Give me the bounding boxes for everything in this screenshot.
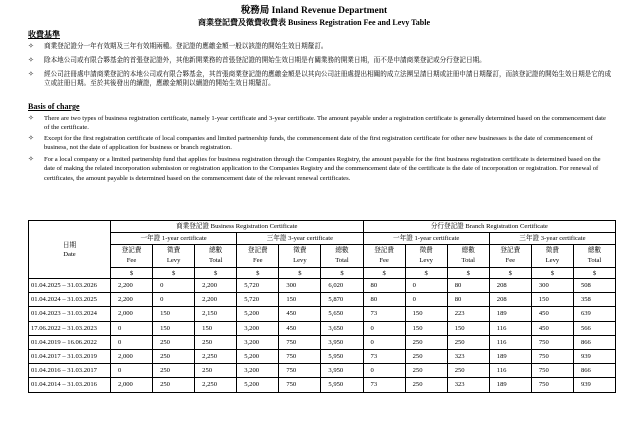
amount-cell: 0 [363,335,405,349]
amount-cell: 5,720 [237,279,279,293]
english-item-1: ✧ There are two types of business registration certificate, namely 1-year certificate and 3-year certificate. The amount payable under a registration certificate is generally determined based on the commencement date of the certificate. [28,114,606,132]
amount-cell: 73 [363,378,405,392]
amount-cell: 750 [279,364,321,378]
amount-cell: 223 [447,307,489,321]
amount-cell: 939 [573,349,615,363]
amount-cell: 566 [573,321,615,335]
date-range-cell: 01.04.2016 – 31.03.2017 [29,364,111,378]
amount-cell: 5,870 [321,293,363,307]
amount-cell: 639 [573,307,615,321]
currency-label: $ [195,268,237,279]
amount-cell: 300 [279,279,321,293]
amount-cell: 150 [405,307,447,321]
amount-cell: 0 [363,321,405,335]
amount-cell: 250 [405,364,447,378]
amount-cell: 866 [573,335,615,349]
amount-cell: 189 [489,378,531,392]
fee-column-header: 登記費 Fee [363,245,405,268]
amount-cell: 250 [153,335,195,349]
bullet-icon: ✧ [28,56,34,64]
total-column-header: 總數 Total [447,245,489,268]
table-row [29,321,616,335]
amount-cell: 3,950 [321,364,363,378]
amount-cell: 3,650 [321,321,363,335]
chinese-item-2: ✧ 除本地公司或有限合夥基金的首張登記證外，其他新開業務的首張登記證的開始生效日期是有關業務的開業日期，而不是申請商業登記或分行登記日期。 [28,56,486,64]
currency-label: $ [573,268,615,279]
amount-cell: 750 [531,335,573,349]
amount-cell: 3,200 [237,364,279,378]
currency-label: $ [447,268,489,279]
amount-cell: 250 [405,335,447,349]
amount-cell: 150 [153,307,195,321]
amount-cell: 80 [447,279,489,293]
amount-cell: 150 [405,321,447,335]
amount-cell: 5,950 [321,349,363,363]
bullet-icon: ✧ [28,70,34,78]
amount-cell: 80 [447,293,489,307]
br-3-year-header: 三年證 3-year certificate [237,233,363,245]
date-column-header: 日期 Date [29,221,111,279]
date-range-cell: 01.04.2017 – 31.03.2019 [29,349,111,363]
currency-label: $ [111,268,153,279]
amount-cell: 3,200 [237,321,279,335]
amount-cell: 2,250 [195,349,237,363]
br-1-year-header: 一年證 1-year certificate [111,233,237,245]
amount-cell: 208 [489,279,531,293]
amount-cell: 750 [531,364,573,378]
amount-cell: 0 [153,279,195,293]
amount-cell: 2,200 [111,293,153,307]
amount-cell: 250 [195,335,237,349]
amount-cell: 5,720 [237,293,279,307]
table-row [29,349,616,363]
table-row [29,307,616,321]
amount-cell: 73 [363,307,405,321]
chinese-item-3: ✧ 經公司註冊處申請商業登記的本地公司或有限合夥基金，其首張商業登記證的應繳金額是以其向公司註冊處提出相關的成立法團呈請日期或註冊申請日期釐訂，而該登記證的開始生效日期是它的成立或註冊日期。至於其後發出的續證，應繳金額則以續證的開始生效日期釐訂。 [28,70,612,88]
amount-cell: 5,200 [237,307,279,321]
chinese-item-1: ✧ 商業登記證分一年有效期及三年有效期兩種。登記證的應繳金額一般以該證的開始生效日期釐訂。 [28,42,328,50]
amount-cell: 208 [489,293,531,307]
amount-cell: 358 [573,293,615,307]
amount-cell: 323 [447,378,489,392]
total-column-header: 總數 Total [195,245,237,268]
page-subtitle: 商業登記費及徵費收費表 Business Registration Fee and Levy Table [197,18,430,27]
currency-label: $ [321,268,363,279]
amount-cell: 189 [489,349,531,363]
english-section-heading: Basis of charge [28,102,80,111]
amount-cell: 150 [531,293,573,307]
table-row [29,293,616,307]
amount-cell: 250 [195,364,237,378]
amount-cell: 150 [195,321,237,335]
amount-cell: 750 [279,335,321,349]
amount-cell: 2,200 [111,279,153,293]
fee-table [28,220,616,393]
amount-cell: 2,200 [195,293,237,307]
amount-cell: 80 [363,293,405,307]
amount-cell: 250 [153,349,195,363]
amount-cell: 2,250 [195,378,237,392]
amount-cell: 150 [447,321,489,335]
amount-cell: 116 [489,335,531,349]
fee-column-header: 登記費 Fee [237,245,279,268]
amount-cell: 150 [153,321,195,335]
currency-label: $ [489,268,531,279]
amount-cell: 6,020 [321,279,363,293]
amount-cell: 750 [531,349,573,363]
amount-cell: 508 [573,279,615,293]
amount-cell: 2,000 [111,307,153,321]
amount-cell: 116 [489,321,531,335]
amount-cell: 250 [405,349,447,363]
amount-cell: 250 [447,335,489,349]
date-range-cell: 01.04.2024 – 31.03.2025 [29,293,111,307]
branch-certificate-header: 分行登記證 Branch Registration Certificate [363,221,616,233]
amount-cell: 750 [279,378,321,392]
currency-label: $ [405,268,447,279]
date-range-cell: 01.04.2025 – 31.03.2026 [29,279,111,293]
date-range-cell: 01.04.2014 – 31.03.2016 [29,378,111,392]
currency-label: $ [237,268,279,279]
branch-3-year-header: 三年證 3-year certificate [489,233,615,245]
table-row [29,279,616,293]
levy-column-header: 徵費 Levy [153,245,195,268]
amount-cell: 2,150 [195,307,237,321]
amount-cell: 2,000 [111,349,153,363]
amount-cell: 116 [489,364,531,378]
amount-cell: 189 [489,307,531,321]
levy-column-header: 徵費 Levy [531,245,573,268]
amount-cell: 150 [279,293,321,307]
english-item-3: ✧ For a local company or a limited partnership fund that applies for business registration through the Companies Registry, the amount payable for the first business registration certificate is determined based on the date of making the related incorporation submission or registration application to the Companies Registry and the commencement date of the certificate is the date of incorporation or registration. For renewal of certificates, the amount payable is determined based on the commencement date of the relevant renewal certificates. [28,155,601,182]
amount-cell: 450 [279,321,321,335]
total-column-header: 總數 Total [321,245,363,268]
amount-cell: 80 [363,279,405,293]
amount-cell: 250 [153,364,195,378]
amount-cell: 0 [111,335,153,349]
amount-cell: 750 [531,378,573,392]
page-title: 稅務局 Inland Revenue Department [240,6,388,16]
amount-cell: 0 [111,321,153,335]
amount-cell: 866 [573,364,615,378]
amount-cell: 250 [405,378,447,392]
date-range-cell: 01.04.2019 – 16.06.2022 [29,335,111,349]
levy-column-header: 徵費 Levy [405,245,447,268]
amount-cell: 0 [153,293,195,307]
amount-cell: 3,200 [237,335,279,349]
amount-cell: 250 [447,364,489,378]
amount-cell: 5,200 [237,349,279,363]
date-range-cell: 01.04.2023 – 31.03.2024 [29,307,111,321]
bullet-icon: ✧ [28,134,34,142]
bullet-icon: ✧ [28,155,34,163]
total-column-header: 總數 Total [573,245,615,268]
table-row [29,335,616,349]
currency-label: $ [153,268,195,279]
currency-label: $ [363,268,405,279]
amount-cell: 0 [405,293,447,307]
amount-cell: 5,650 [321,307,363,321]
amount-cell: 73 [363,349,405,363]
amount-cell: 3,950 [321,335,363,349]
amount-cell: 450 [531,307,573,321]
amount-cell: 0 [111,364,153,378]
currency-label: $ [279,268,321,279]
bullet-icon: ✧ [28,114,34,122]
amount-cell: 323 [447,349,489,363]
fee-column-header: 登記費 Fee [489,245,531,268]
bullet-icon: ✧ [28,42,34,50]
chinese-section-heading: 收費基準 [28,30,60,39]
amount-cell: 939 [573,378,615,392]
currency-label: $ [531,268,573,279]
amount-cell: 0 [405,279,447,293]
amount-cell: 2,000 [111,378,153,392]
branch-1-year-header: 一年證 1-year certificate [363,233,489,245]
br-certificate-header: 商業登記證 Business Registration Certificate [111,221,364,233]
amount-cell: 450 [531,321,573,335]
table-row [29,364,616,378]
amount-cell: 5,950 [321,378,363,392]
amount-cell: 5,200 [237,378,279,392]
table-row [29,378,616,392]
amount-cell: 450 [279,307,321,321]
amount-cell: 300 [531,279,573,293]
amount-cell: 2,200 [195,279,237,293]
date-range-cell: 17.06.2022 – 31.03.2023 [29,321,111,335]
levy-column-header: 徵費 Levy [279,245,321,268]
amount-cell: 750 [279,349,321,363]
amount-cell: 0 [363,364,405,378]
amount-cell: 250 [153,378,195,392]
english-item-2: ✧ Except for the first registration certificate of local companies and limited partnership funds, the commencement date of the first registration certificate for other new businesses is the date of commencement of business, not the date of application for business or branch registration. [28,134,593,152]
fee-column-header: 登記費 Fee [111,245,153,268]
